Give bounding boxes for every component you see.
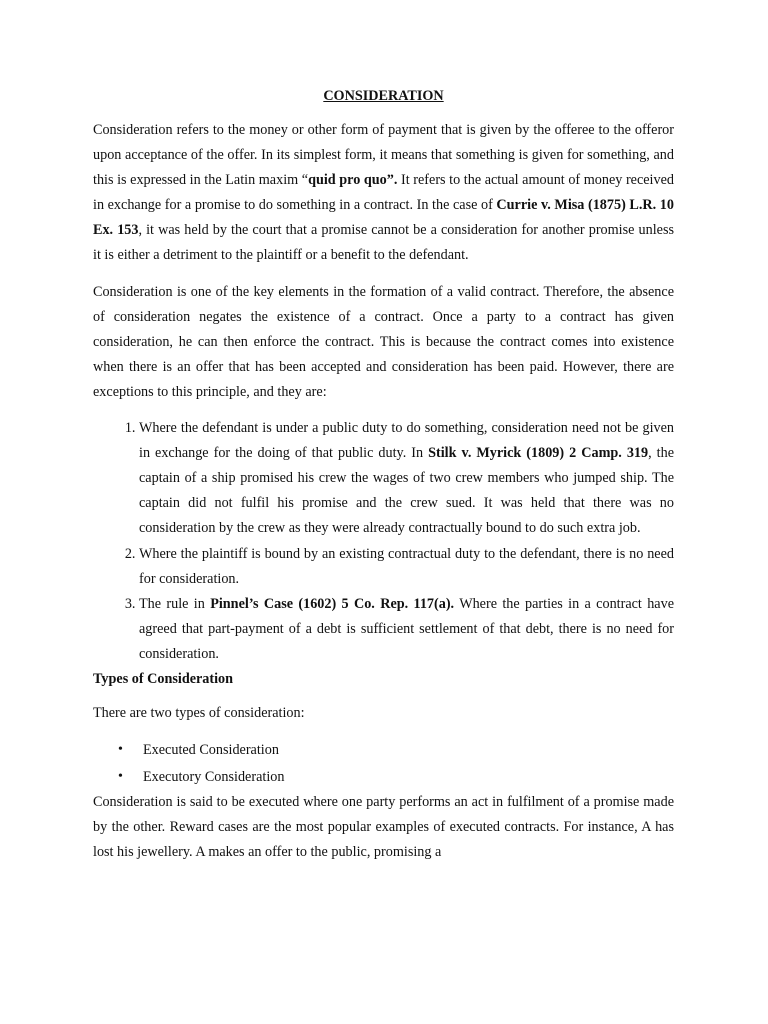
case-citation-currie: Currie v. Misa (1875) L.R. 10 Ex. 153 xyxy=(93,197,674,239)
exception-item xyxy=(139,416,674,541)
document-title: CONSIDERATION xyxy=(323,88,444,104)
paragraph-key-elements: Consideration is one of the key elements in the formation of a valid contract. Therefore, the absence of consideration negates the existence of a contract. Once a party to a contract has given consideration, he can then enforce the contract. This is because the contract comes into existence when there is an offer that has been accepted and consideration has been paid. However, there are exceptions to this principle, and they are: xyxy=(93,283,674,400)
type-label: Executory Consideration xyxy=(143,768,285,785)
exceptions-list xyxy=(93,416,674,667)
text-run: Where the plaintiff is bound by an existing contractual duty to the defendant, there is no need for consideration. xyxy=(139,545,674,587)
case-citation-stilk: Stilk v. Myrick (1809) 2 Camp. 319 xyxy=(428,445,649,462)
bold-latin-maxim: quid pro quo”. xyxy=(308,172,398,189)
bullet-icon: • xyxy=(118,742,123,758)
case-citation-pinnel: Pinnel’s Case (1602) 5 Co. Rep. 117(a). xyxy=(210,595,455,612)
paragraph-executed: Consideration is said to be executed where one party performs an act in fulfilment of a promise made by the other. Reward cases are the most popular examples of executed contracts. For instance, A has lost his jewellery. A makes an offer to the public, promising a xyxy=(93,794,674,861)
section-heading-types: Types of Consideration xyxy=(93,670,234,687)
types-list xyxy=(93,737,674,790)
text-run: Where the parties in a contract have agreed that part-payment of a debt is sufficient settlement of that debt, there is no need for consideration. xyxy=(139,595,674,662)
text-run: The rule in xyxy=(139,595,211,612)
paragraph-definition xyxy=(93,118,674,269)
text-run: , it was held by the court that a promise cannot be a consideration for another promise unless it is either a detriment to the plaintiff or a benefit to the defendant. xyxy=(93,222,674,264)
text-run: , the captain of a ship promised his crew the wages of two crew members who jumped ship. The captain did not fulfil his promise and the crew sued. It was held that there was no consideration by the crew as they were already contractually bound to do such extra job. xyxy=(139,445,675,537)
text-run: Consideration refers to the money or other form of payment that is given by the offeree to the offeror upon acceptance of the offer. In its simplest form, it means that something is given for something, and this is expressed in the Latin maxim “ xyxy=(93,122,674,189)
document-body xyxy=(93,86,674,865)
types-list-item xyxy=(118,737,674,764)
text-run: Where the defendant is under a public duty to do something, consideration need not be given in exchange for the doing of that public duty. In xyxy=(139,420,674,462)
exception-item xyxy=(139,542,674,592)
bullet-icon: • xyxy=(118,768,123,784)
text-run: It refers to the actual amount of money received in exchange for a promise to do something in a contract. In the case of xyxy=(93,172,674,214)
types-intro: There are two types of consideration: xyxy=(93,704,305,721)
exception-item xyxy=(139,592,674,667)
type-label: Executed Consideration xyxy=(143,742,279,759)
types-list-item xyxy=(118,764,674,791)
